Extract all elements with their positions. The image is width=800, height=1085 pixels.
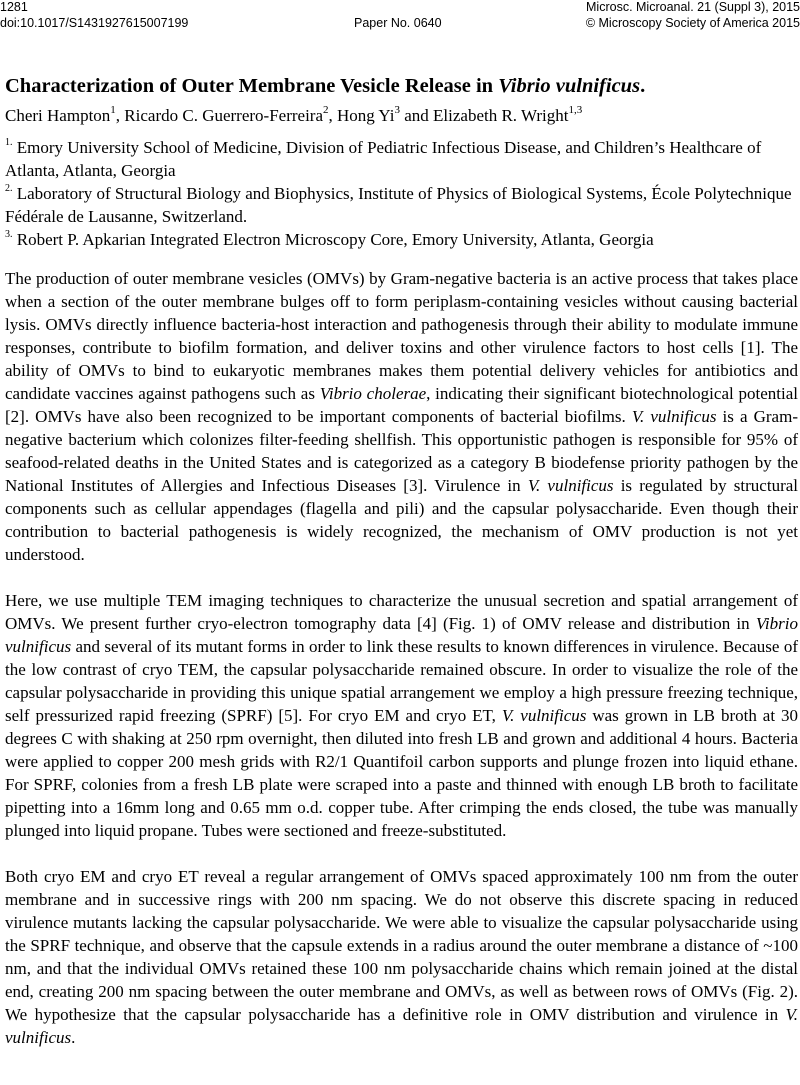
author: Elizabeth R. Wright$^{1,3}$ — [433, 104, 583, 125]
title-species: Vibrio vulnificus — [498, 75, 641, 97]
journal-citation: Microsc. Microanal. 21 (Suppl 3), 2015 — [586, 0, 800, 14]
doi: doi:10.1017/S1431927615007199 — [0, 16, 189, 30]
text-run: Both cryo EM and cryo ET reveal a regular arrangement of OMVs spaced approximately 100 nm from the outer membrane and in successive rings with 200 nm spacing. We do not observe this discrete spacing in reduced virulence mutants lacking the capsular polysaccharide. We were able to visualize the capsular polysaccharide using the SPRF technique, and observe that the capsule extends in a radius around the outer membrane a distance of ~100 nm, and that the individual OMVs retained these 100 nm polysaccharide chains which remain joined at the distal end, creating 200 nm spacing between the outer membrane and OMVs, as well as between rows of OMVs (Fig. 2). We hypothesize that the capsular polysaccharide has a definitive role in OMV distribution and virulence in — [5, 867, 798, 1024]
abstract-body — [5, 267, 798, 1049]
affiliation: $^{2.}$ Laboratory of Structural Biology and Biophysics, Institute of Physics of Biological Systems, École Polytechnique Fédérale de Lausanne, Switzerland. — [5, 183, 792, 226]
author-list — [5, 104, 798, 128]
body-paragraph — [5, 267, 798, 566]
text-run: . — [71, 1028, 76, 1047]
page-number: 1281 — [0, 0, 28, 14]
paper-title — [5, 73, 798, 99]
paper-number: Paper No. 0640 — [354, 16, 442, 30]
copyright: © Microscopy Society of America 2015 — [585, 16, 800, 30]
text-run: was grown in LB broth at 30 degrees C with shaking at 250 rpm overnight, then diluted into fresh LB and grown and additional 4 hours. Bacteria were applied to copper 200 mesh grids with R2/1 Quantifoil carbon supports and plunge frozen into liquid ethane. For SPRF, colonies from a fresh LB plate were scraped into a paste and thinned with enough LB broth to facilitate pipetting into a 16mm long and 0.65 mm o.d. copper tube. After crimping the ends closed, the tube was manually plunged into liquid propane. Tubes were sectioned and freeze-substituted. — [5, 706, 799, 840]
title-end: . — [640, 75, 646, 97]
affiliation: $^{1.}$ Emory University School of Medicine, Division of Pediatric Infectious Disease, and Children’s Healthcare of Atlanta, Atlanta, Georgia — [5, 137, 762, 180]
page-header — [0, 0, 800, 33]
affiliations — [5, 136, 798, 251]
italic-term: V. vulnificus — [631, 407, 717, 426]
text-run: is regulated by structural components such as cellular appendages (flagella and pili) and the capsular polysaccharide. Even though their contribution to bacterial pathogenesis is widely recognized, the mechanism of OMV production is not yet understood. — [5, 476, 798, 564]
text-run: Here, we use multiple TEM imaging techniques to characterize the unusual secretion and spatial arrangement of OMVs. We present further cryo-electron tomography data [4] (Fig. 1) of OMV release and distribution in — [5, 591, 798, 633]
author: Cheri Hampton$^1$, — [5, 104, 125, 125]
text-run: is a Gram-negative bacterium which colonizes filter-feeding shellfish. This opportunistic pathogen is responsible for 95% of seafood-related deaths in the United States and is categorized as a category B biodefense priority pathogen by the National Institutes of Allergies and Infectious Diseases [3]. Virulence in — [5, 407, 798, 495]
body-paragraph — [5, 865, 798, 1049]
italic-term: V. vulnificus — [501, 706, 587, 725]
italic-term: Vibrio cholerae — [319, 384, 427, 403]
text-run: , indicating their significant biotechnological potential [2]. OMVs have also been recognized to be important components of bacterial biofilms. — [5, 384, 798, 426]
title-main: Characterization of Outer Membrane Vesicle Release in — [5, 75, 499, 97]
body-paragraph — [5, 589, 798, 842]
paper-content — [5, 73, 798, 1049]
text-run: and several of its mutant forms in order to link these results to known differences in virulence. Because of the low contrast of cryo TEM, the capsular polysaccharide remained obscure. In order to visualize the role of the capsular polysaccharide in providing this unique spatial arrangement we employ a high pressure freezing technique, self pressurized rapid freezing (SPRF) [5]. For cryo EM and cryo ET, — [5, 637, 798, 725]
text-run: The production of outer membrane vesicles (OMVs) by Gram-negative bacteria is an active process that takes place when a section of the outer membrane bulges off to form periplasm-containing vesicles without causing bacterial lysis. OMVs directly influence bacteria-host interaction and pathogenesis through their ability to modulate immune responses, contribute to biofilm formation, and deliver toxins and other virulence factors to host cells [1]. The ability of OMVs to bind to eukaryotic membranes makes them potential delivery vehicles for antibiotics and candidate vaccines against pathogens such as — [5, 269, 798, 403]
italic-term: V. vulnificus — [527, 476, 614, 495]
affiliation: $^{3.}$ Robert P. Apkarian Integrated Electron Microscopy Core, Emory University, Atlanta, Georgia — [5, 229, 654, 249]
italic-term: Vibrio vulnificus — [5, 614, 798, 656]
author: Hong Yi$^3$ and — [337, 104, 434, 125]
italic-term: V. vulnificus — [5, 1005, 798, 1047]
author: Ricardo C. Guerrero-Ferreira$^2$, — [124, 104, 338, 125]
